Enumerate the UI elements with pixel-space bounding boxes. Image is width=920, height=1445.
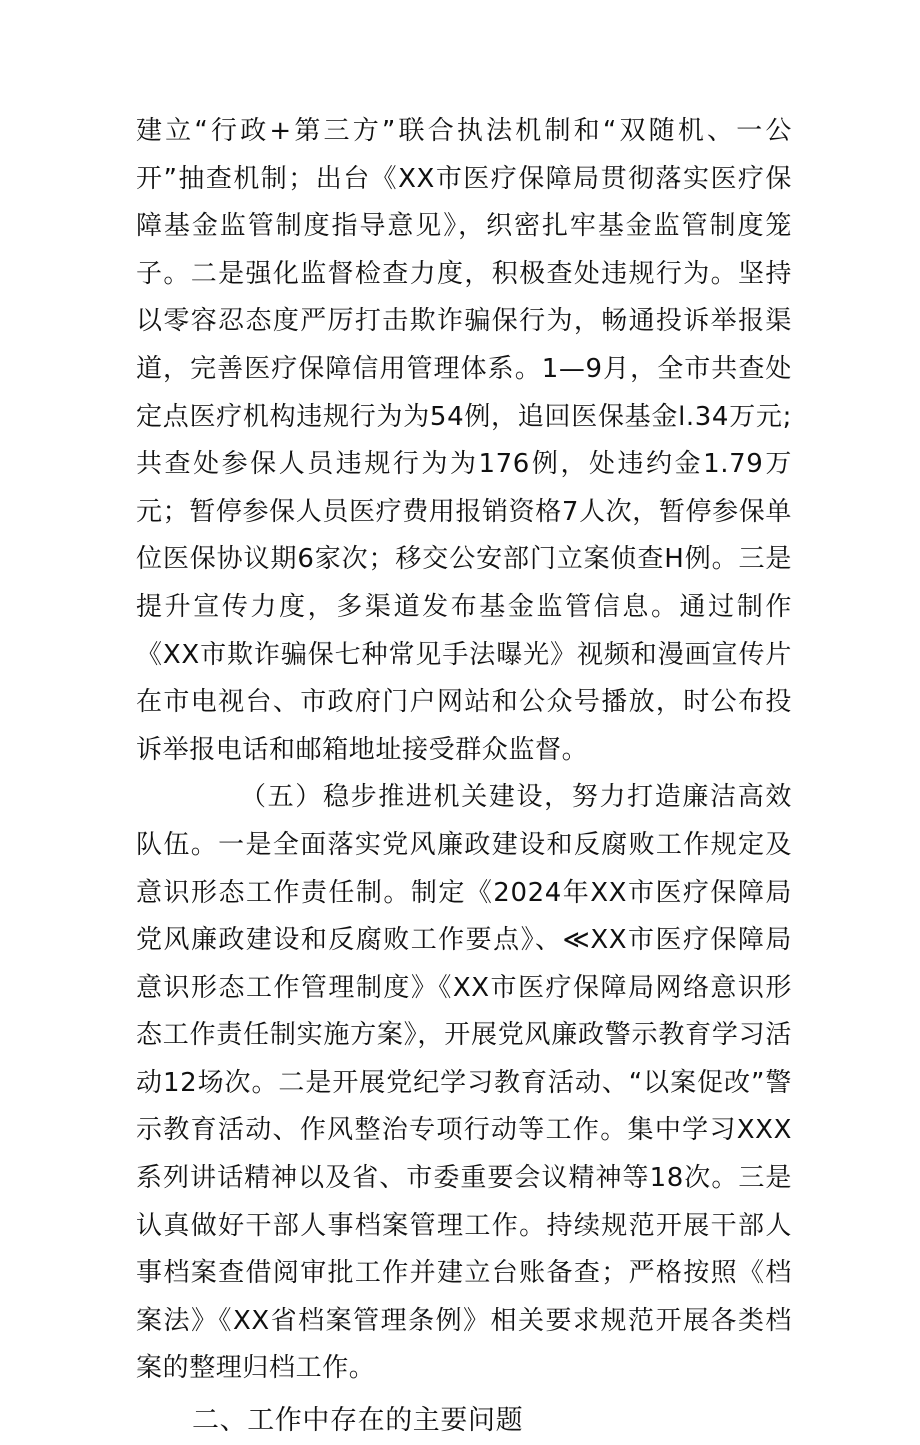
section-heading-problems: 二、工作中存在的主要问题	[192, 1405, 524, 1437]
body-paragraph-organ-building: （五）稳步推进机关建设，努力打造廉洁高效队伍。一是全面落实党风廉政建设和反腐败工作规定及意识形态工作责任制。制定《2024年XX市医疗保障局党风廉政建设和反腐败工作要点》、≪XX市医疗保障局意识形态工作管理制度》《XX市医疗保障局网络意识形态工作责任制实施方案》，开展党风廉政警示教育学习活动12场次。二是开展党纪学习教育活动、“以案促改”警示教育活动、作风整治专项行动等工作。集中学习XXX系列讲话精神以及省、市委重要会议精神等18次。三是认真做好干部人事档案管理工作。持续规范开展干部人事档案查借阅审批工作并建立台账备查；严格按照《档案法》《XX省档案管理条例》相关要求规范开展各类档案的整理归档工作。	[136, 782, 792, 1384]
body-paragraph-supervision: 建立“行政+第三方”联合执法机制和“双随机、一公开”抽查机制；出台《XX市医疗保障局贯彻落实医疗保障基金监管制度指导意见》，织密扎牢基金监管制度笼子。二是强化监督检查力度，积极查处违规行为。坚持以零容忍态度严厉打击欺诈骗保行为，畅通投诉举报渠道，完善医疗保障信用管理体系。1—9月，全市共查处定点医疗机构违规行为为54例，追回医保基金l.34万元;共查处参保人员违规行为为176例，处违约金1.79万元；暂停参保人员医疗费用报销资格7人次，暂停参保单位医保协议期6家次；移交公安部门立案侦查H例。三是提升宣传力度，多渠道发布基金监管信息。通过制作《XX市欺诈骗保七种常见手法曝光》视频和漫画宣传片在市电视台、市政府门户网站和公众号播放，时公布投诉举报电话和邮箱地址接受群众监督。	[136, 116, 792, 765]
